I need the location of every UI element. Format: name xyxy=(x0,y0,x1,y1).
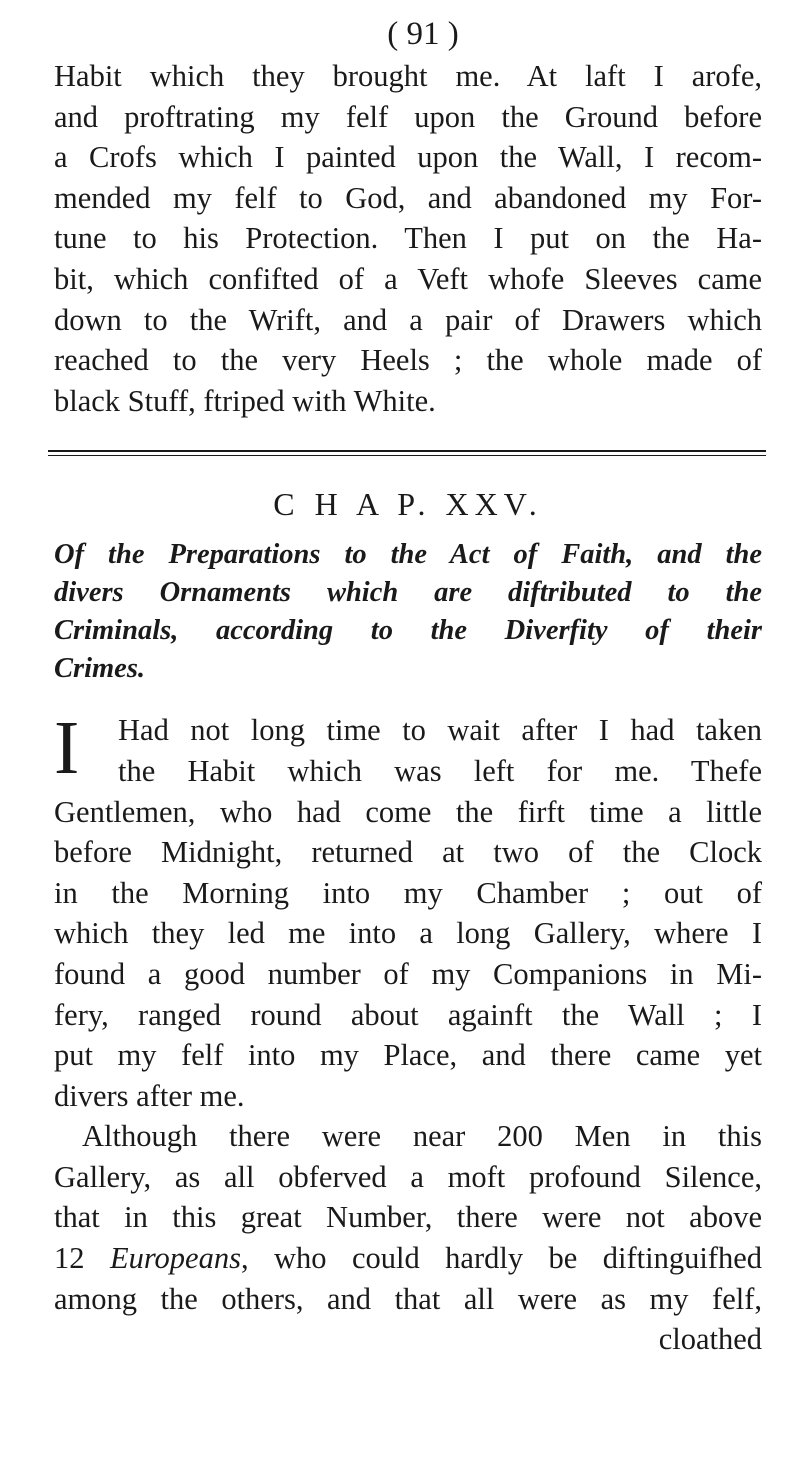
text-line: a Crofs which I painted upon the Wall, I recom- xyxy=(54,140,762,175)
text-line: black Stuff, ftriped with White. xyxy=(54,383,436,418)
subtitle-line: Crimes. xyxy=(54,653,146,685)
continued-paragraph xyxy=(54,56,762,421)
text-line: and proftrating my felf upon the Ground before xyxy=(54,99,762,134)
text-line: tune to his Protection. Then I put on the Ha- xyxy=(54,221,762,256)
subtitle-line: Criminals, according to the Diverfity of their xyxy=(54,615,762,647)
text-line: before Midnight, returned at two of the Clock xyxy=(54,835,762,870)
text-line: the Habit which was left for me. Thefe xyxy=(118,753,762,788)
text-line: among the others, and that all were as my felf, xyxy=(54,1281,762,1316)
text-line: down to the Wrift, and a pair of Drawers which xyxy=(54,302,762,337)
chapter-heading: C H A P. XXV. xyxy=(273,486,543,523)
text-line: reached to the very Heels ; the whole made of xyxy=(54,343,762,378)
text-line: fery, ranged round about againft the Wall ; I xyxy=(54,997,762,1032)
text-line: divers after me. xyxy=(54,1078,245,1113)
opening-paragraph xyxy=(54,706,762,1116)
text-line: put my felf into my Place, and there came yet xyxy=(54,1038,762,1073)
text-line: mended my felf to God, and abandoned my For- xyxy=(54,180,762,215)
text-line xyxy=(54,1238,762,1279)
drop-cap: I xyxy=(54,706,80,791)
text-line: bit, which confifted of a Veft whofe Sleeves came xyxy=(54,261,762,296)
italic-word: Europeans xyxy=(109,1241,241,1276)
subtitle-line: Of the Preparations to the Act of Faith, and the xyxy=(54,539,762,571)
text-line: that in this great Number, there were not above xyxy=(54,1200,762,1235)
text-line: Had not long time to wait after I had taken xyxy=(118,713,762,748)
section-divider xyxy=(48,450,766,456)
text-line: which they led me into a long Gallery, where I xyxy=(54,916,762,951)
second-paragraph xyxy=(54,1116,762,1360)
text-line: Habit which they brought me. At laft I arofe, xyxy=(54,59,762,93)
subtitle-line: divers Ornaments which are diftributed to the xyxy=(54,577,762,609)
catchword: cloathed xyxy=(658,1322,762,1357)
text-line: Although there were near 200 Men in this xyxy=(82,1119,762,1154)
chapter-subtitle xyxy=(54,536,762,688)
page-number: ( 91 ) xyxy=(387,16,459,52)
text-line: found a good number of my Companions in Mi- xyxy=(54,956,762,991)
text-line: in the Morning into my Chamber ; out of xyxy=(54,875,762,910)
text-line: Gentlemen, who had come the firft time a little xyxy=(54,794,762,829)
text-run: 12 xyxy=(54,1241,110,1276)
text-run: , who could hardly be diftinguifhed xyxy=(240,1241,762,1276)
text-line: Gallery, as all obferved a moft profound Silence, xyxy=(54,1159,762,1194)
